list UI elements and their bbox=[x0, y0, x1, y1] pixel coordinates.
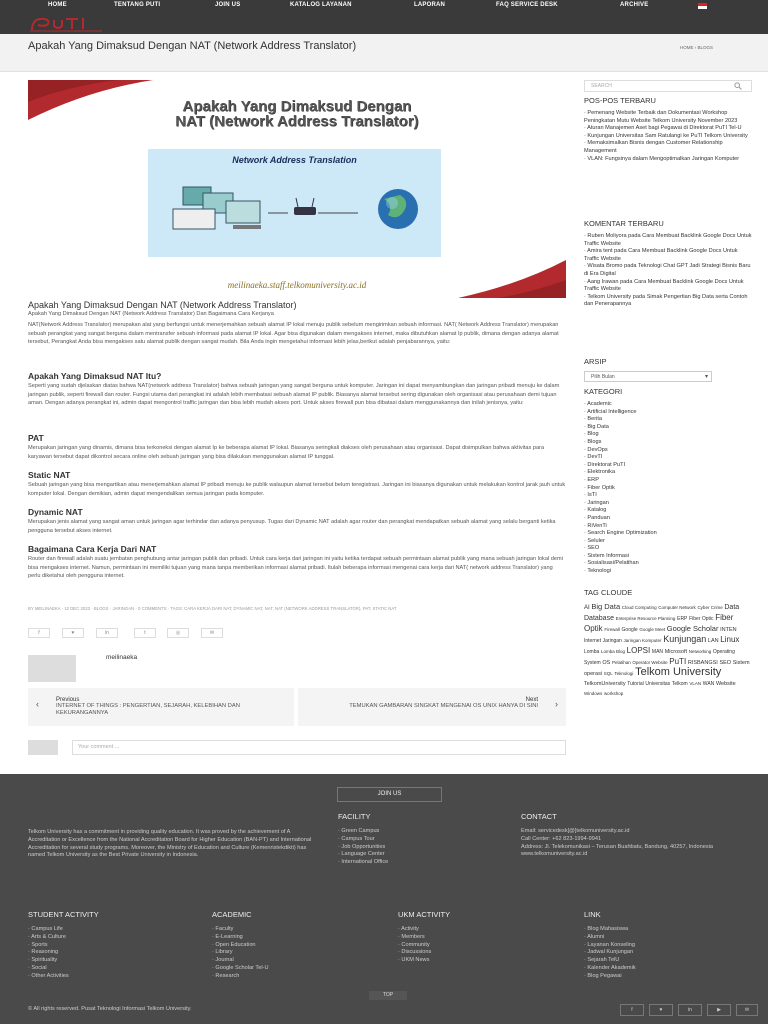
category-item[interactable]: · Big Data bbox=[584, 423, 609, 430]
language-flag-icon[interactable] bbox=[698, 3, 707, 9]
footer-link[interactable]: · Job Opportunities bbox=[338, 843, 386, 850]
tag-link[interactable]: Telkom University bbox=[635, 666, 722, 678]
footer-link[interactable]: · Campus Tour bbox=[338, 835, 375, 842]
footer-facebook-icon[interactable]: f bbox=[620, 1004, 644, 1016]
breadcrumb[interactable]: HOME › BLOGS bbox=[680, 45, 714, 50]
author-name[interactable]: meilinaeka bbox=[106, 654, 138, 661]
tag-link[interactable]: AI bbox=[584, 605, 590, 611]
tag-link[interactable]: Operating System bbox=[584, 649, 735, 666]
back-to-top-button[interactable]: TOP bbox=[369, 991, 407, 1000]
footer-about-text: Telkom University has a commitment in providing quality education. It was proved by the achievement of A Accreditation or Excellence from the National Accreditation Board for Higher Education (BAN-PT) and International Accreditation for several study programs. Moreover, the Ministry of Education and Culture (Kemenristekdikti) has named Telkom University as the Best Private University in Indonesia. bbox=[28, 829, 312, 859]
category-item[interactable]: · Berita bbox=[584, 416, 603, 423]
featured-title-line1: Apakah Yang Dimaksud Dengan bbox=[182, 98, 412, 115]
tag-link[interactable]: Jaringan bbox=[602, 638, 622, 644]
footer-student-list bbox=[28, 926, 188, 981]
section-text-dynamic-nat: Merupakan jenis alamat yang sangat aman untuk jaringan agar terhindar dan adanya penyusup. Tugas dari Dynamic NAT adalah agar router dan perangkat mendapatkan sebuah alamat yang selalu berganti ketika pengguna tersebut akses internet. bbox=[28, 519, 556, 534]
nat-diagram bbox=[148, 149, 441, 257]
contact-website[interactable]: www.telkomuniversity.ac.id bbox=[521, 851, 588, 858]
category-item[interactable]: · Direktorat PuTI bbox=[584, 461, 626, 468]
tag-link[interactable]: Lomba bbox=[584, 649, 600, 655]
footer-link[interactable]: · Social bbox=[28, 964, 47, 971]
tag-link[interactable]: MAN bbox=[651, 649, 664, 655]
footer-ukm-list bbox=[398, 926, 558, 965]
tag-link[interactable]: PuTI bbox=[669, 657, 687, 666]
footer-link[interactable]: · Community bbox=[398, 941, 430, 948]
category-item[interactable]: · Blogs bbox=[584, 438, 602, 445]
section-heading-pat: PAT bbox=[28, 433, 44, 443]
footer-link[interactable]: · Jadwal Kunjungan bbox=[584, 949, 634, 956]
footer-link[interactable]: · International Office bbox=[338, 859, 389, 866]
tag-link[interactable]: TelkomUniversity bbox=[584, 681, 626, 687]
nav-archive[interactable]: ARCHIVE bbox=[620, 2, 649, 8]
nav-katalog-layanan[interactable]: KATALOG LAYANAN bbox=[290, 2, 352, 8]
footer-facility-heading: FACILITY bbox=[338, 812, 371, 821]
category-item[interactable]: · DevOps bbox=[584, 446, 608, 453]
footer-links-list bbox=[584, 926, 744, 981]
footer-facility-list bbox=[338, 828, 498, 867]
tag-link[interactable]: Google bbox=[621, 627, 638, 633]
tag-link[interactable]: Windows bbox=[584, 691, 603, 696]
share-email-button[interactable]: ✉ bbox=[201, 628, 223, 638]
tag-link[interactable]: Computer Network bbox=[658, 605, 696, 610]
contact-email[interactable]: Email: servicedesk[@]telkomuniversity.ac.id bbox=[521, 828, 630, 834]
footer-link[interactable]: · Activity bbox=[398, 926, 419, 932]
tag-link[interactable]: Networking bbox=[688, 649, 712, 654]
recent-posts-list bbox=[584, 110, 752, 163]
share-pinterest-button[interactable]: ◎ bbox=[167, 628, 189, 638]
tag-link[interactable]: OS bbox=[602, 660, 611, 666]
recent-comments-heading: KOMENTAR TERBARU bbox=[584, 219, 664, 228]
tag-link[interactable]: Microsoft bbox=[664, 649, 688, 655]
tag-link[interactable]: Operator Website bbox=[632, 660, 668, 665]
footer-academic-heading: ACADEMIC bbox=[212, 910, 252, 919]
footer-link[interactable]: · Library bbox=[212, 949, 233, 956]
tag-link[interactable]: ERP bbox=[677, 616, 688, 622]
category-item[interactable]: · Elektronika bbox=[584, 469, 616, 476]
archive-heading: ARSIP bbox=[584, 357, 607, 366]
footer-student-heading: STUDENT ACTIVITY bbox=[28, 910, 99, 919]
nav-faq[interactable]: FAQ SERVICE DESK bbox=[496, 2, 558, 8]
tag-link[interactable]: Universitas bbox=[645, 681, 671, 687]
footer-link[interactable]: · Campus Life bbox=[28, 926, 63, 932]
nav-laporan[interactable]: LAPORAN bbox=[414, 2, 446, 8]
category-item[interactable]: · RiVenTi bbox=[584, 522, 607, 529]
footer-link[interactable]: · Open Education bbox=[212, 941, 256, 948]
next-post-link[interactable] bbox=[298, 688, 566, 726]
recent-comment-item[interactable]: · Wisata Bromo pada Teknologi Chat GPT Jadi Strategi Bisnis Baru di Era Digital bbox=[584, 263, 751, 277]
tag-link[interactable]: Linux bbox=[720, 635, 740, 644]
contact-phone: Call Center: +62 823-1994-9941 bbox=[521, 835, 602, 842]
footer-link[interactable]: · Journal bbox=[212, 957, 234, 964]
recent-post-item[interactable]: · Aturan Manajemen Aset bagi Pegawai di Direktorat PuTI Tel-U bbox=[584, 125, 742, 132]
recent-comment-item[interactable]: · Amira tent pada Cara Membuat Backlink Google Docs Untuk Traffic Website bbox=[584, 248, 738, 262]
category-item[interactable]: · Panduan bbox=[584, 514, 610, 521]
footer-link[interactable]: · Sejarah TelU bbox=[584, 957, 620, 964]
footer-link[interactable]: · Kalender Akademik bbox=[584, 964, 636, 971]
footer-link[interactable]: · Spirituality bbox=[28, 957, 58, 964]
share-like-button[interactable]: ♥ bbox=[62, 628, 84, 638]
nav-home[interactable]: HOME bbox=[48, 2, 67, 8]
category-item[interactable]: · Academic bbox=[584, 401, 612, 407]
recent-comments-list bbox=[584, 233, 752, 309]
tag-link[interactable]: Telkom bbox=[671, 681, 688, 687]
featured-image bbox=[28, 80, 566, 298]
recent-posts-heading: POS-POS TERBARU bbox=[584, 96, 656, 105]
category-item[interactable]: · DevTI bbox=[584, 454, 603, 461]
category-item[interactable]: · Teknologi bbox=[584, 568, 611, 575]
tag-link[interactable]: Data Database bbox=[584, 604, 740, 622]
tag-link[interactable]: Firewall bbox=[604, 627, 620, 632]
recent-post-item[interactable]: · Memaksimalkan Bisnis dengan Customer Relationship Management bbox=[584, 140, 723, 154]
nav-tentang-puti[interactable]: TENTANG PUTI bbox=[114, 2, 161, 8]
tag-link[interactable]: LOPSI bbox=[626, 646, 651, 655]
tag-link[interactable]: Cloud Computing bbox=[621, 605, 657, 610]
footer-link[interactable]: · Members bbox=[398, 933, 425, 940]
footer-copyright: © All rights reserved. Pusat Teknologi Informasi Telkom University. bbox=[28, 1006, 192, 1012]
chevron-down-icon: ▾ bbox=[704, 374, 708, 380]
section-heading-dynamic-nat: Dynamic NAT bbox=[28, 507, 83, 517]
article-subtitle: Apakah Yang Dimaksud Dengan NAT (Network Address Translator) Dan Bagaimana Cara Kerjanya bbox=[28, 311, 274, 317]
tag-link[interactable]: VLAN bbox=[689, 681, 702, 686]
footer-ukm-heading: UKM ACTIVITY bbox=[398, 910, 451, 919]
category-item[interactable]: · ERP bbox=[584, 476, 599, 483]
category-item[interactable]: · Jaringan bbox=[584, 499, 609, 506]
tag-link[interactable]: SQL bbox=[603, 671, 613, 676]
previous-post-title: INTERNET OF THINGS : PENGERTIAN, SEJARAH, KELEBIHAN DAN KEKURANGANNYA bbox=[56, 703, 240, 716]
search-icon[interactable] bbox=[734, 82, 742, 90]
search-input[interactable]: SEARCH bbox=[584, 80, 752, 92]
previous-label: Previous bbox=[56, 697, 80, 703]
contact-address: Address: Jl. Telekomunikasi – Terusan Buahbatu, Bandung, 40257, Indonesia bbox=[521, 843, 713, 850]
share-facebook-button[interactable]: f bbox=[28, 628, 50, 638]
footer-link[interactable]: · Blog Mahasiswa bbox=[584, 926, 629, 932]
footer-link[interactable]: · Reasoning bbox=[28, 949, 59, 956]
tag-link[interactable]: SEO bbox=[719, 660, 732, 666]
tag-link[interactable]: Enterprise Resource Planning bbox=[615, 616, 676, 621]
categories-heading: KATEGORI bbox=[584, 387, 623, 396]
tag-cloud bbox=[584, 602, 752, 699]
recent-post-item[interactable]: · Pemenang Website Terbaik dan Dokumentasi Workshop Peningkatan Mutu Website Telkom University November 2023 bbox=[584, 110, 738, 124]
next-post-title: TEMUKAN GAMBARAN SINGKAT MENGENAI OS UNIX HANYA DI SINI bbox=[349, 703, 538, 709]
tag-link[interactable]: LAN bbox=[707, 638, 719, 644]
tag-cloud-heading: TAG CLOUDE bbox=[584, 588, 633, 597]
nat-diagram-caption: Network Address Translation bbox=[232, 155, 357, 165]
section-text-pat: Merupakan jaringan yang dinamis, dimana bisa terkoneksi dengan alamat Ip ke beberapa alamat IP lokal. Biasanya seringkali diakses oleh perusahaan atau organisasi. Dapat disimpulkan bahwa aktivitas para karyawan tersebut dapat dikontrol secara online oleh sebuah jaringan yang bisa dilakukan menggunakan alamat IP tunggal. bbox=[28, 445, 545, 460]
puti-logo[interactable] bbox=[28, 14, 106, 32]
category-item[interactable]: · Sistem Informasi bbox=[584, 552, 630, 559]
footer-link[interactable]: · Other Activities bbox=[28, 972, 69, 979]
footer-linkedin-icon[interactable]: in bbox=[678, 1004, 702, 1016]
category-item[interactable]: · Seluler bbox=[584, 537, 605, 544]
article-intro: NAT(Network Address Translator) merupakan alat yang berfungsi untuk menerjemahkan sebuah alamat IP lokal menuju publik sebelum mengirimkan sebuah informasi. NAT( Network Address Translator) merupakan sebuah perangkat yang sangat berguna dalam mentransfer sebuah informasi pada alamat IP lokal. Agar bisa digunakan dalam mengakses internet, maka dibutuhkan alamat Ip publik, dimana dengan adanya alamat tersebut, Perangkat Anda bisa mengakses satu alamat publik dengan sangat mudah. Bila Anda ingin mengetahui informasi lebih jelas,berikut adalah penjabarannya, yaitu: bbox=[28, 322, 559, 346]
comment-input[interactable]: Your comment ... bbox=[72, 740, 566, 755]
section-text-cara-kerja: Router dan firewall adalah suatu jembatan penghubung antar jaringan publik dan pribadi. Untuk cara kerja dari jaringan ini yaitu ketika terdapat sebuah permintaan alamat publik yang mana sebuah jaringan lokal demi bisa mengakses internet. Namun, permintaan ini memiliki tujuan yang mana tanpa memberikan informasi alamat pribadi. Itulah beberapa informasi mengenai cara kerja dari NAT( network address Translator) yang perlu diketahui oleh pengguna internet. bbox=[28, 556, 563, 580]
tag-link[interactable]: Google Scholar bbox=[666, 624, 719, 633]
footer-youtube-icon[interactable]: ▶ bbox=[707, 1004, 731, 1016]
section-text-nat: Seperti yang sudah djelaskan diatas bahwa NAT(network address Translator) bahwa sebuah jaringan yang sangat berguna untuk komputer. Jaringan ini dapat menyambungkan dan jaringan pribadi menuju ke dalam jaringan publik, seperti firewall dan router. Fungsi utama dari perangkat ini adalah lebih membatasi sebuah alamat IP publik. Biasanya alamat tersebut sering digunakan oleh organisasi atau perusahaan demi tujuan aman. Dengan adanya perangkat ini, admin dapat mengontrol traffic jaringan dan bisa lebih mudah akses port. Untuk akses firewall pun bisa dibatasi dalam menggunakannya dan inilah jenisnya, yaitu: bbox=[28, 383, 560, 407]
category-item[interactable]: · SEO bbox=[584, 545, 600, 552]
footer-link[interactable]: · Alumni bbox=[584, 933, 605, 940]
tag-link[interactable]: RISBANGSI bbox=[687, 660, 718, 666]
previous-post-link[interactable] bbox=[28, 688, 294, 726]
tag-link[interactable]: Teknologi bbox=[614, 671, 634, 676]
post-meta: BY MEILINAEKA · 12 DEC 2023 · BLOGS · JARINGAN · 0 COMMENTS · TAGS: CARA KERJA DARI NAT, DYNAMIC NAT, NAT, NAT (NETWORK ADDRESS TRANSLATOR), PAT, STATIC NAT bbox=[28, 606, 397, 611]
tag-link[interactable]: INTEN bbox=[720, 627, 737, 633]
tag-link[interactable]: Jaringan Komputer bbox=[623, 638, 662, 643]
footer-link[interactable]: · Research bbox=[212, 972, 240, 979]
tag-link[interactable]: Fiber Optik bbox=[584, 613, 734, 633]
footer-link[interactable]: · Arts & Culture bbox=[28, 933, 66, 940]
category-item[interactable]: · Search Engine Optimization bbox=[584, 530, 657, 537]
footer-like-icon[interactable]: ♥ bbox=[649, 1004, 673, 1016]
footer-link[interactable]: · UKM News bbox=[398, 957, 430, 964]
section-heading-cara-kerja: Bagaimana Cara Kerja Dari NAT bbox=[28, 544, 157, 554]
category-item[interactable]: · Katalog bbox=[584, 507, 607, 514]
recent-post-item[interactable]: · VLAN: Fungsinya dalam Mengoptimalkan Jaringan Komputer bbox=[584, 155, 740, 162]
tag-link[interactable]: Tutorial bbox=[627, 681, 644, 687]
tag-link[interactable]: Sistem operasi bbox=[584, 660, 750, 677]
tag-link[interactable]: Google Meet bbox=[639, 627, 666, 632]
footer-academic-list bbox=[212, 926, 372, 981]
footer-email-icon[interactable]: ✉ bbox=[736, 1004, 758, 1016]
article-heading: Apakah Yang Dimaksud Dengan NAT (Network Address Translator) bbox=[28, 300, 297, 310]
tag-link[interactable]: Fiber Optic bbox=[689, 616, 714, 622]
footer-link[interactable]: · Sports bbox=[28, 941, 48, 948]
section-text-static-nat: Sebuah jaringan yang bisa mengartikan atau menerjemahkan alamat IP pribadi menuju ke publik walaupun alamat tersebut belum teregistrasi. Jaringan ini biasanya digunakan untuk melakukan kontrol jarak jauh untuk komputer lokal. Dengan demikian, admin dapat mengendalikan semua jaringan pada komputer. bbox=[28, 482, 566, 497]
tag-link[interactable]: Internet bbox=[584, 638, 601, 644]
recent-comment-item[interactable]: · Aang Irawan pada Cara Membuat Backlink Google Docs Untuk Traffic Website bbox=[584, 278, 744, 293]
author-avatar bbox=[28, 655, 76, 682]
commenter-avatar bbox=[28, 740, 58, 755]
tag-link[interactable]: Website bbox=[715, 681, 736, 687]
tag-link[interactable]: WAN bbox=[702, 681, 715, 687]
recent-comment-item[interactable]: · Ruben Moliyora pada Cara Membuat Backlink Google Docs Untuk Traffic Website bbox=[584, 233, 752, 247]
categories-list bbox=[584, 401, 752, 576]
page-title: Apakah Yang Dimaksud Dengan NAT (Network Address Translator) bbox=[28, 40, 357, 52]
footer-link[interactable]: · Green Campus bbox=[338, 828, 380, 834]
footer-link[interactable]: · Language Center bbox=[338, 851, 385, 858]
tag-link[interactable]: Kunjungan bbox=[663, 634, 707, 644]
category-item[interactable]: · Artificial Intelligence bbox=[584, 408, 637, 415]
section-heading-nat: Apakah Yang Dimaksud NAT Itu? bbox=[28, 371, 162, 381]
footer-link[interactable]: · Discussions bbox=[398, 949, 432, 956]
footer-contact-heading: CONTACT bbox=[521, 812, 557, 821]
tag-link[interactable]: Cyber Crime bbox=[697, 605, 723, 610]
next-label: Next bbox=[525, 697, 538, 703]
featured-url: meilinaeka.staff.telkomuniversity.ac.id bbox=[227, 280, 367, 290]
category-item[interactable]: · Sosialisasi/Pelatihan bbox=[584, 560, 639, 567]
network-diagram-illustration bbox=[148, 165, 441, 257]
chevron-left-icon: ‹ bbox=[36, 699, 39, 709]
tag-link[interactable]: workshop bbox=[603, 691, 624, 696]
footer-contact-list bbox=[521, 828, 731, 859]
recent-comment-item[interactable]: · Telkom University pada Simak Pengertian Big Data serta Contoh dan Penerapannya bbox=[584, 293, 748, 308]
tag-link[interactable]: Big Data bbox=[591, 602, 621, 611]
recent-post-item[interactable]: · Kunjungan Universitas Sam Ratulangi ke PuTI Telkom University bbox=[584, 132, 748, 139]
tag-link[interactable]: Lomba Blog bbox=[600, 649, 625, 654]
footer-link[interactable]: · Layanan Konseling bbox=[584, 941, 636, 948]
featured-title-line2: NAT (Network Address Translator) bbox=[175, 113, 419, 130]
archive-dropdown[interactable] bbox=[584, 371, 712, 382]
nav-join-us[interactable]: JOIN US bbox=[215, 2, 241, 8]
footer-link[interactable]: · Faculty bbox=[212, 926, 234, 932]
share-linkedin-button[interactable]: in bbox=[96, 628, 118, 638]
archive-dropdown-value: Pilih Bulan bbox=[591, 374, 615, 380]
footer-link-heading: LINK bbox=[584, 910, 601, 919]
category-item[interactable]: · Blog bbox=[584, 431, 599, 438]
site-footer bbox=[0, 774, 768, 1024]
tag-link[interactable]: Pelatihan bbox=[611, 660, 631, 665]
chevron-right-icon: › bbox=[555, 699, 558, 709]
footer-link[interactable]: · Google Scholar Tel-U bbox=[212, 964, 269, 971]
section-heading-static-nat: Static NAT bbox=[28, 470, 71, 480]
footer-join-us-button[interactable]: JOIN US bbox=[337, 787, 442, 802]
footer-link[interactable]: · E-Learning bbox=[212, 933, 243, 940]
share-tumblr-button[interactable]: t bbox=[134, 628, 156, 638]
category-item[interactable]: · Fiber Optik bbox=[584, 484, 615, 491]
footer-link[interactable]: · Blog Pegawai bbox=[584, 972, 622, 979]
category-item[interactable]: · IsTI bbox=[584, 492, 597, 499]
